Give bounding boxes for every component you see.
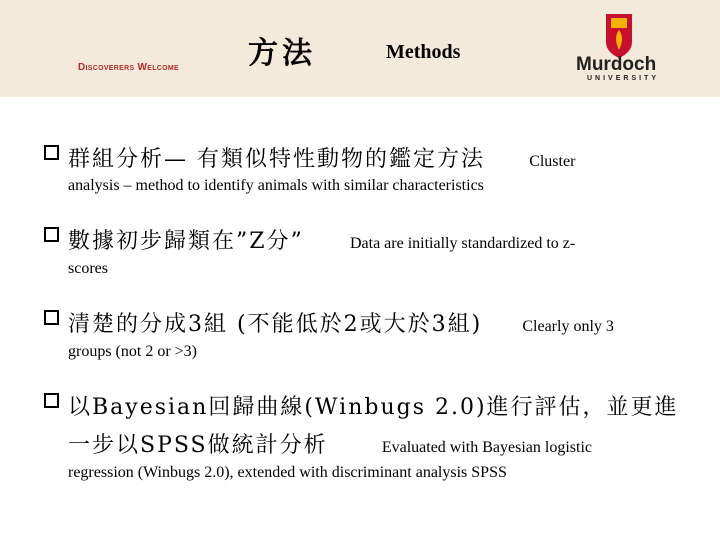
bullet-line [68, 307, 614, 338]
bullet-line [68, 428, 592, 459]
bullet-line [68, 142, 575, 173]
bullet-text-english-cont: regression (Winbugs 2.0), extended with discriminant analysis SPSS [68, 464, 507, 481]
checkbox-bullet-icon [44, 145, 59, 160]
bullet-text-chinese: 清楚的分成3組 (不能低於2或大於3組) [68, 312, 483, 337]
bullet-text-english: Clearly only 3 [522, 318, 614, 335]
bullet-text-chinese: 數據初步歸類在”Z分” [68, 229, 304, 254]
logo-name: Murdoch [576, 54, 657, 75]
checkbox-bullet-icon [44, 227, 59, 242]
checkbox-bullet-icon [44, 393, 59, 408]
logo-subtitle: UNIVERSITY [587, 75, 660, 82]
slide-title-english: Methods [386, 41, 461, 63]
bullet-text-english: Evaluated with Bayesian logistic [381, 439, 592, 456]
checkbox-bullet-icon [44, 310, 59, 325]
bullet-line [68, 224, 575, 255]
header-band [0, 0, 720, 97]
bullet-text-english-cont: analysis – method to identify animals with similar characteristics [68, 177, 484, 194]
bullet-text-english-cont: scores [68, 260, 108, 277]
tagline: Discoverers Welcome [78, 62, 179, 73]
bullet-text-english-cont: groups (not 2 or >3) [68, 343, 198, 360]
bullet-text-english: Data are initially standardized to z- [349, 235, 576, 252]
bullet-text-english: Cluster [529, 153, 576, 170]
bullet-line [68, 390, 679, 421]
bullet-text-chinese-cont: 一步以SPSS做統計分析 [68, 433, 328, 458]
slide-title-chinese: 方法 [248, 36, 316, 71]
bullet-text-chinese: 以Bayesian回歸曲線(Winbugs 2.0)進行評估，並更進 [68, 395, 679, 420]
bullet-text-chinese: 群組分析— 有類似特性動物的鑑定方法 [68, 147, 485, 172]
